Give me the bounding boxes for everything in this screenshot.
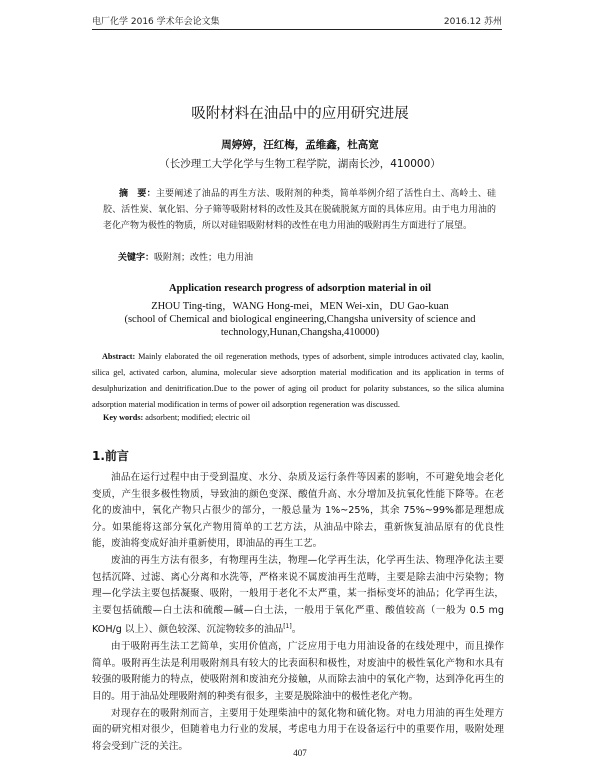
title-english: Application research progress of adsorption material in oil [168,283,431,294]
authors-english: ZHOU Ting-ting，WANG Hong-mei，MEN Wei-xin，DU Gao-kuan [151,301,449,312]
keywords-english [103,413,503,422]
header-date-place: 2016.12 苏州 [443,17,502,27]
body-paragraph-text: 废油的再生方法有很多，有物理再生法，物理—化学再生法，化学再生法、物理净化法主要包括沉降、过滤、离心分离和水洗等，严格来说不属废油再生范畴，主要是除去油中污染物；物理—化学法主要包括凝聚、吸附，一般用于老化不太严重，某一指标变坏的油品；化学再生法，主要包括硫酸—白土法和硫酸—碱—白土法，一般用于氧化严重、酸值较高（一般为 0.5 mg KOH/g 以上）、颜色较深、沉淀物较多的油品 [92,554,504,636]
body-paragraph: 由于吸附再生法工艺简单，实用价值高，广泛应用于电力用油设备的在线处理中，而且操作简单。吸附再生法是利用吸附剂具有较大的比表面积和极性，对废油中的极性氧化产物和水具有较强的吸附能力的特点，使吸附剂和废油充分接触，从而除去油中的氧化产物，达到净化再生的目的。用于油品处理吸附剂的种类有很多，主要是脱除油中的极性老化产物。 [92,641,504,702]
abstract-en-label: Abstract: [102,352,136,361]
body-paragraph: 对现存在的吸附剂而言，主要用于处理柴油中的氮化物和硫化物。对电力用油的再生处理方面的研究相对很少，但随着电力行业的发展，考虑电力用于在设备运行中的重要作用，吸附处理将会受到广泛的关注。 [92,707,504,752]
body-paragraph: 油品在运行过程中由于受到温度、水分、杂质及运行条件等因素的影响，不可避免地会老化变质，产生很多极性物质，导致油的颜色变深、酸值升高、水分增加及抗氧化性能下降等。在老化的废油中，氧化产物只占很少的部分，一般总量为 1%~25%，其余 75%~99%都是理想成分。如果能将这部分氧化产物用简单的工艺方法，从油品中除去，重新恢复油品原有的优良性能，废油将变成好油并重新使用，即油品的再生工艺。 [92,472,504,550]
header-rule [92,29,502,30]
title-chinese: 吸附材料在油品中的应用研究进展 [191,106,409,122]
keywords-en-text: adsorbent; modified; electric oil [145,413,251,422]
keywords-zh-label: 关键字： [118,253,155,263]
affiliation-english: (school of Chemical and biological engineering,Changsha university of science and technology,Hunan,Changsha,410000) [124,314,476,338]
keywords-chinese [118,250,496,263]
affiliation-chinese: （长沙理工大学化学与生物工程学院，湖南长沙，410000） [159,158,441,170]
abstract-zh-label: 摘 要： [119,189,156,199]
abstract-en-text: Mainly elaborated the oil regeneration methods, types of adsorbent, simple introduces activated clay, kaolin, silica gel, activated carbon, alumina, molecular sieve adsorption material modification and its application in terms of desulphurization and denitrification.Due to the power of aging oil product for polarity substances, so the silica alumina adsorption material modification in terms of power oil adsorption regeneration was discussed. [92,352,504,409]
keywords-en-label: Key words: [103,413,144,422]
citation-ref: [1] [283,623,292,631]
abstract-chinese [103,186,496,235]
keywords-zh-text: 吸附剂；改性；电力用油 [154,253,254,263]
authors-chinese: 周婷婷，汪红梅，孟维鑫，杜高宽 [221,139,379,151]
abstract-english [92,349,504,413]
introduction-body [92,470,504,755]
section-heading-introduction: 1.前言 [92,449,129,463]
header-proceedings: 电厂化学 2016 学术年会论文集 [92,17,220,27]
abstract-zh-text: 主要阐述了油品的再生方法、吸附剂的种类，简单举例介绍了活性白土、高岭土、硅胶、活性炭、氧化铝、分子筛等吸附材料的改性及其在脱硫脱氮方面的具体应用。由于电力用油的老化产物为极性的物质，所以对硅铝吸附材料的改性在电力用油的吸附再生方面进行了展望。 [103,189,496,232]
page-number: 407 [293,748,307,758]
body-paragraph: 废油的再生方法有很多，有物理再生法，物理—化学再生法，化学再生法、物理净化法主要包括沉降、过滤、离心分离和水洗等，严格来说不属废油再生范畴，主要是除去油中污染物；物理—化学法主要包括凝聚、吸附，一般用于老化不太严重，某一指标变坏的油品；化学再生法，主要包括硫酸—白土法和硫酸—碱—白土法，一般用于氧化严重、酸值较高（一般为 0.5 mg KOH/g 以上）、颜色较深、沉淀物较多的油品[1]。 [92,554,504,636]
